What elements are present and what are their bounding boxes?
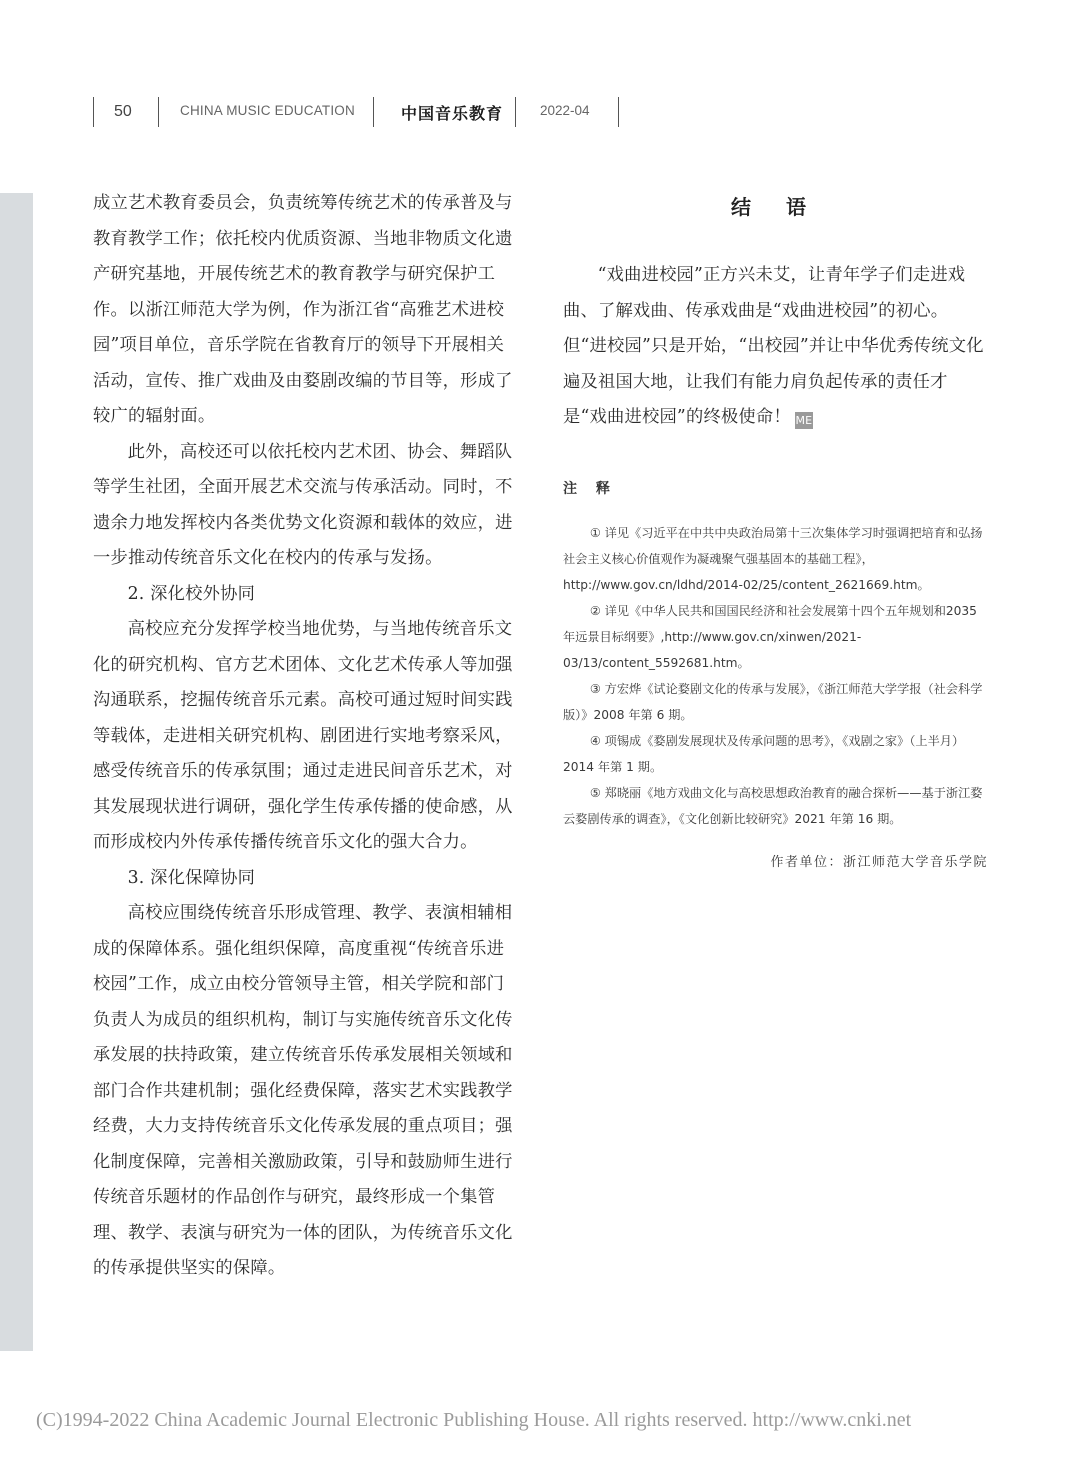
body-paragraph: 高校应围绕传统音乐形成管理、教学、表演相辅相成的保障体系。强化组织保障，高度重视“传统音乐进校园”工作，成立由校分管领导主管，相关学院和部门负责人为成员的组织机构，制订与实施传统音乐文化传承发展的扶持政策，建立传统音乐传承发展相关领域和部门合作共建机制；强化经费保障，落实艺术实践教学经费，大力支持传统音乐文化传承发展的重点项目；强化制度保障，完善相关激励政策，引导和鼓励师生进行传统音乐题材的作品创作与研究，最终形成一个集管理、教学、表演与研究为一体的团队，为传统音乐文化的传承提供坚实的保障。 xyxy=(93,903,513,1278)
header-divider xyxy=(515,97,516,127)
side-color-band xyxy=(0,193,33,1351)
note-item: ③ 方宏烨《试论婺剧文化的传承与发展》，《浙江师范大学学报（社会科学版）》2008 年第 6 期。 xyxy=(563,682,983,722)
header-divider xyxy=(158,97,159,127)
section-heading: 2. 深化校外协同 xyxy=(127,583,256,604)
body-paragraph: 成立艺术教育委员会，负责统筹传统艺术的传承普及与教育教学工作；依托校内优质资源、当地非物质文化遗产研究基地，开展传统艺术的教育教学与研究保护工作。以浙江师范大学为例，作为浙江省“高雅艺术进校园”项目单位，音乐学院在省教育厅的领导下开展相关活动，宣传、推广戏曲及由婺剧改编的节目等，形成了较广的辐射面。 xyxy=(93,193,513,426)
body-paragraph: 此外，高校还可以依托校内艺术团、协会、舞蹈队等学生社团，全面开展艺术交流与传承活动。同时，不遗余力地发挥校内各类优势文化资源和载体的效应，进一步推动传统音乐文化在校内的传承与发扬。 xyxy=(93,441,513,568)
author-affiliation: 作者单位：浙江师范大学音乐学院 xyxy=(770,855,988,870)
notes-list xyxy=(563,520,988,832)
left-column xyxy=(93,186,518,1287)
journal-logo: 中国音乐教育 xyxy=(401,104,504,123)
body-paragraph: 高校应充分发挥学校当地优势，与当地传统音乐文化的研究机构、官方艺术团体、文化艺术传承人等加强沟通联系，挖掘传统音乐元素。高校可通过短时间实践等载体，走进相关研究机构、剧团进行实地考察采风，感受传统音乐的传承氛围；通过走进民间音乐艺术，对其发展现状进行调研，强化学生传承传播的使命感，从而形成校内外传承传播传统音乐文化的强大合力。 xyxy=(93,619,513,852)
end-mark-icon: ME xyxy=(795,414,813,427)
page-number: 50 xyxy=(114,103,132,120)
note-item: ① 详见《习近平在中共中央政治局第十三次集体学习时强调把培育和弘扬社会主义核心价值观作为凝魂聚气强基固本的基础工程》，http://www.gov.cn/ldhd/2014-02/25/content_2621669.htm。 xyxy=(563,526,983,592)
header-divider xyxy=(93,97,94,127)
copyright-footer: (C)1994-2022 China Academic Journal Electronic Publishing House. All rights reserved. http://www.cnki.net xyxy=(36,1409,912,1431)
section-heading: 3. 深化保障协同 xyxy=(127,867,256,888)
notes-heading: 注 释 xyxy=(563,481,617,497)
header-divider xyxy=(618,97,619,127)
note-item: ④ 项锡成《婺剧发展现状及传承问题的思考》，《戏剧之家》（上半月）2014 年第 1 期。 xyxy=(563,734,965,774)
note-item: ② 详见《中华人民共和国国民经济和社会发展第十四个五年规划和2035 年远景目标纲要》,http://www.gov.cn/xinwen/2021-03/13/content_5592681.htm。 xyxy=(563,604,977,670)
note-item: ⑤ 郑晓丽《地方戏曲文化与高校思想政治教育的融合探析——基于浙江婺云婺剧传承的调查》，《文化创新比较研究》2021 年第 16 期。 xyxy=(563,786,983,826)
conclusion-heading: 结 语 xyxy=(731,195,820,219)
issue-number: 2022-04 xyxy=(540,103,590,118)
conclusion-body xyxy=(563,258,988,436)
conclusion-paragraph: “戏曲进校园”正方兴未艾，让青年学子们走进戏曲、了解戏曲、传承戏曲是“戏曲进校园”的初心。但“进校园”只是开始，“出校园”并让中华优秀传统文化遍及祖国大地，让我们有能力肩负起传承的责任才是“戏曲进校园”的终极使命！ xyxy=(563,265,984,427)
header-divider xyxy=(373,97,374,127)
journal-name-en: CHINA MUSIC EDUCATION xyxy=(180,103,355,118)
